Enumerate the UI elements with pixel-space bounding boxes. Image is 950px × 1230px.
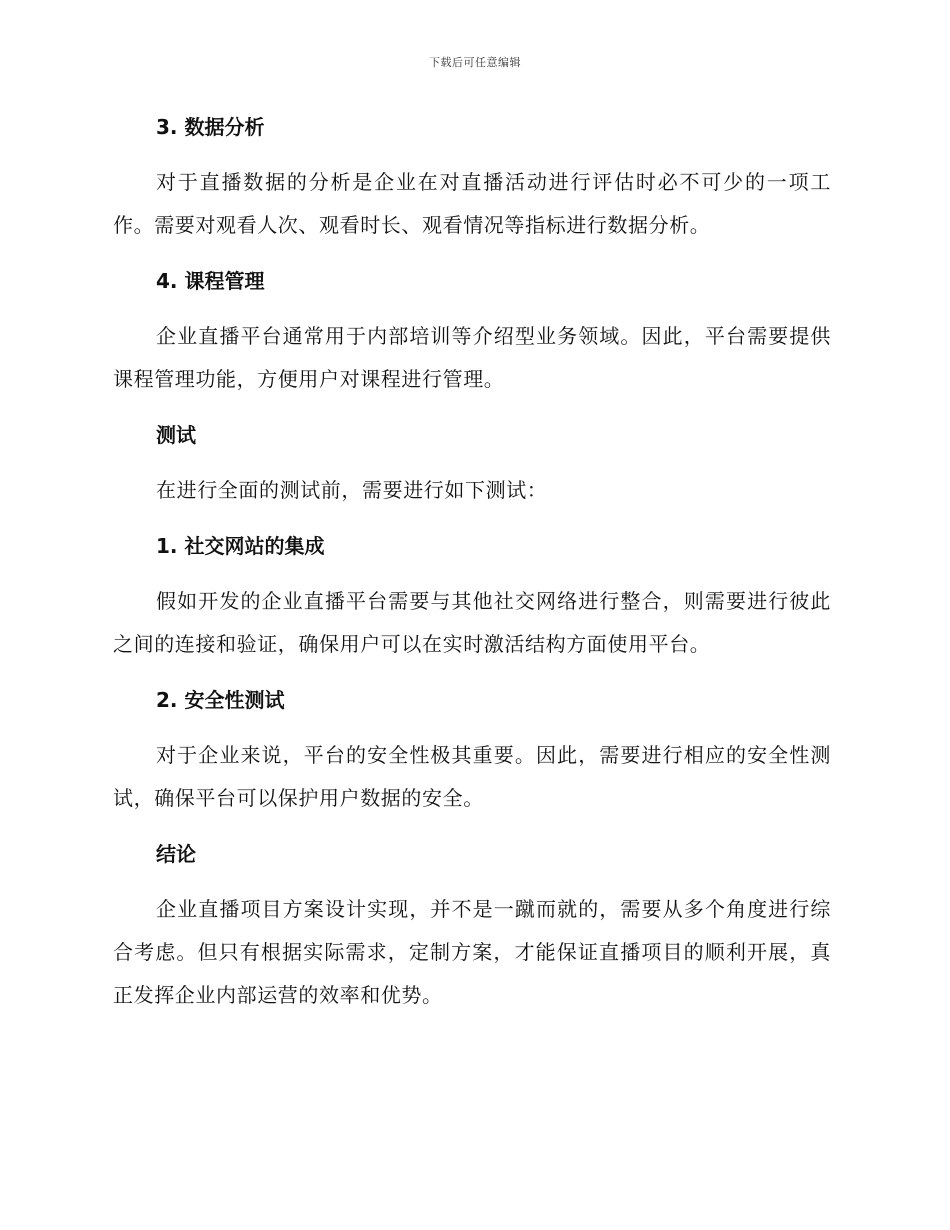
section-heading-security-testing: 2. 安全性测试: [156, 688, 285, 712]
paragraph-security-testing: 对于企业来说，平台的安全性极其重要。因此，需要进行相应的安全性测试，确保平台可以保护用户数据的安全。: [113, 743, 831, 810]
paragraph-testing-intro: 在进行全面的测试前，需要进行如下测试：: [156, 478, 548, 502]
paragraph-social-integration: 假如开发的企业直播平台需要与其他社交网络进行整合，则需要进行彼此之间的连接和验证，确保用户可以在实时激活结构方面使用平台。: [113, 589, 831, 656]
paragraph-conclusion: 企业直播项目方案设计实现，并不是一蹴而就的，需要从多个角度进行综合考虑。但只有根据实际需求，定制方案，才能保证直播项目的顺利开展，真正发挥企业内部运营的效率和优势。: [113, 897, 831, 1007]
section-heading-testing: 测试: [156, 423, 196, 447]
header-note: 下载后可任意编辑: [429, 56, 521, 69]
section-heading-data-analysis: 3. 数据分析: [156, 115, 265, 139]
paragraph-data-analysis: 对于直播数据的分析是企业在对直播活动进行评估时必不可少的一项工作。需要对观看人次、观看时长、观看情况等指标进行数据分析。: [113, 170, 831, 237]
section-heading-course-management: 4. 课程管理: [156, 269, 265, 293]
document-body: [113, 108, 831, 1032]
paragraph-course-management: 企业直播平台通常用于内部培训等介绍型业务领域。因此，平台需要提供课程管理功能，方便用户对课程进行管理。: [113, 324, 831, 391]
section-heading-conclusion: 结论: [156, 842, 196, 866]
section-heading-social-integration: 1. 社交网站的集成: [156, 534, 325, 558]
